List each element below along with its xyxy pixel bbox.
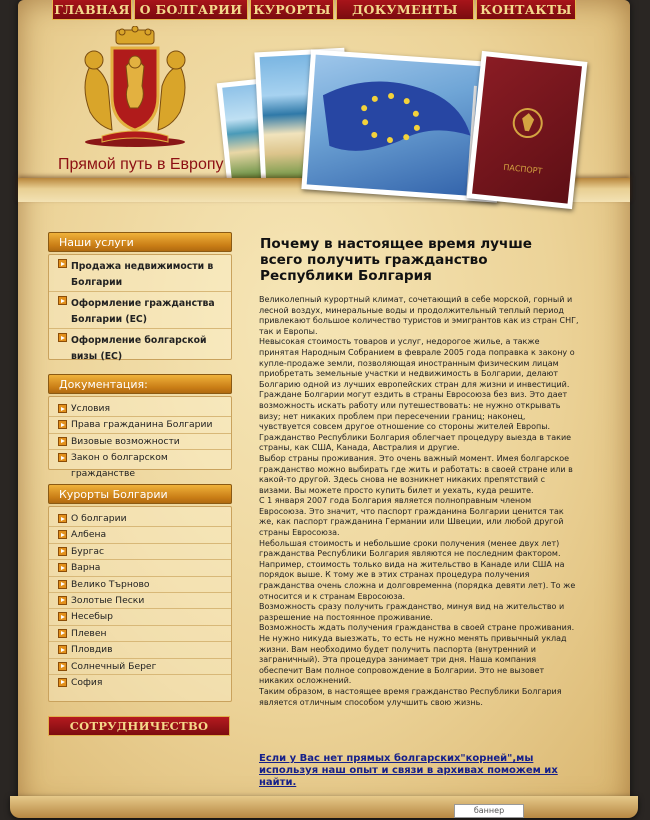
service-visa[interactable] (49, 329, 231, 365)
resort-plovdiv[interactable] (49, 642, 231, 658)
bullet-arrow-icon (58, 530, 67, 539)
resort-veliko-tarnovo[interactable] (49, 577, 231, 593)
article-paragraph: Граждане Болгарии могут ездить в страны Евросоюза без виз. Это дает возможность искать работу или путешествовать: не нужно открывать визу; нет никаких проблем при пересечении границ; наконец, чувствуется совсем другое отношение со стороны жителей Европы. (259, 390, 568, 432)
article-paragraph: Гражданство Республики Болгария облегчает процедуру выезда в такие страны, как США, Канада, Австралия и другие. (259, 432, 572, 453)
bullet-arrow-icon (58, 662, 67, 671)
resort-label: О болгарии (71, 513, 127, 524)
resort-label: Солнечный Берег (71, 660, 157, 672)
resort-label: Велико Търново (71, 578, 150, 590)
doc-visa-options[interactable] (49, 434, 231, 450)
nav-documents[interactable]: ДОКУМЕНТЫ (336, 0, 474, 20)
nav-about-bulgaria[interactable]: О БОЛГАРИИ (134, 0, 248, 20)
resort-label: Несебыр (71, 611, 114, 623)
doc-label: Права гражданина Болгарии (71, 419, 213, 431)
article-paragraph: Возможность ждать получения гражданства в своей стране проживания. Не нужно никуда выезжать, то есть не нужно менять привычный уклад жизни. Вам необходимо будет получить паспорта (внутренний и заграничный). Эта процедура занимает три дня. Наша компания обеспечит Вам полное сопровождение в Болгарии. Это не вызовет никаких осложнений. (259, 623, 575, 686)
doc-citizenship-law[interactable] (49, 450, 231, 480)
services-box-title: Наши услуги (48, 232, 232, 252)
doc-label: Визовые возможности (71, 435, 180, 447)
resort-label: Албена (71, 529, 107, 541)
resorts-menu (48, 506, 232, 702)
bullet-arrow-icon (58, 612, 67, 621)
article-paragraph: Выбор страны проживания. Это очень важный момент. Имея болгарское гражданство можно выбирать где жить и работать: в своей стране или в какой-то другой. Здесь снова не возникнет никаких препятствий с визами. Вы можете просто купить билет и уехать, куда решите. (259, 453, 573, 495)
passport-icon (472, 56, 582, 203)
resort-varna[interactable] (49, 560, 231, 576)
bullet-arrow-icon (58, 678, 67, 687)
service-label: Оформление гражданства Болгарии (ЕС) (71, 298, 215, 325)
top-navigation (52, 0, 594, 20)
service-real-estate[interactable] (49, 255, 231, 292)
bullet-arrow-icon (58, 453, 67, 462)
bullet-arrow-icon (58, 420, 67, 429)
doc-conditions[interactable] (49, 401, 231, 417)
article-paragraph: Небольшая стоимость и небольшие сроки получения (менее двух лет) гражданства Республики Болгария являются не последним фактором. Например, стоимость только вида на жительство в Канаде или США на порядок выше. К тому же в этих странах процедура получения гражданства очень сложна и долговременна (порядка девяти лет). То же относится и к странам Евросоюза. (259, 538, 576, 601)
find-roots-link[interactable]: Если у Вас нет прямых болгарских"корней",мы используя наш опыт и связи в архивах поможем их найти. (259, 753, 558, 788)
article-body (259, 295, 579, 708)
service-label: Продажа недвижимости в Болгарии (71, 261, 214, 288)
article-paragraph: Возможность сразу получить гражданство, минуя вид на жительство и разрешение на постоянное проживание. (259, 602, 565, 622)
doc-citizen-rights[interactable] (49, 417, 231, 433)
resort-label: София (71, 676, 103, 688)
bullet-arrow-icon (58, 645, 67, 654)
nav-home[interactable]: ГЛАВНАЯ (52, 0, 132, 20)
article-paragraph: Таким образом, в настоящее время гражданство Республики Болгария является отличным способом улучшить свою жизнь. (259, 686, 562, 707)
resort-label: Пловдив (71, 644, 113, 656)
cooperation-button[interactable]: СОТРУДНИЧЕСТВО (48, 716, 230, 736)
resort-label: Варна (71, 562, 101, 574)
bullet-arrow-icon (58, 404, 67, 413)
bullet-arrow-icon (58, 580, 67, 589)
nav-resorts[interactable]: КУРОРТЫ (250, 0, 334, 20)
resort-label: Золотые Пески (71, 594, 145, 606)
article-paragraph: С 1 января 2007 года Болгария является полноправным членом Евросоюза. Это значит, что паспорт гражданина Болгарии ценится так же, как паспорт гражданина Германии или Швеции, или любой другой страны Евросоюза. (259, 496, 564, 538)
bullet-arrow-icon (58, 514, 67, 523)
bullet-arrow-icon (58, 547, 67, 556)
article-paragraph: Великолепный курортный климат, сочетающий в себе морской, горный и лесной воздух, минеральные воды и продолжительный теплый период привлекают большое количество туристов и эмигрантов как из стран СНГ, так и Европы. (259, 295, 579, 336)
page-title: Почему в настоящее время лучше всего получить гражданство Республики Болгария (260, 236, 533, 284)
bullet-arrow-icon (58, 563, 67, 572)
resort-golden-sands[interactable] (49, 593, 231, 609)
resort-nessebar[interactable] (49, 609, 231, 625)
resort-label: Бургас (71, 545, 105, 557)
site-slogan: Прямой путь в Европу (58, 156, 224, 173)
passport-caption: ПАСПОРТ (502, 162, 543, 176)
banner-placeholder[interactable]: баннер (454, 804, 524, 818)
resort-about-bulgaria[interactable] (49, 511, 231, 527)
doc-label: Условия (71, 403, 111, 414)
documents-menu (48, 396, 232, 480)
bulgarian-coat-of-arms-icon (72, 26, 198, 148)
resort-burgas[interactable] (49, 544, 231, 560)
bullet-arrow-icon (58, 437, 67, 446)
resort-albena[interactable] (49, 527, 231, 543)
resort-sofia[interactable] (49, 675, 231, 691)
resorts-box-title: Курорты Болгарии (48, 484, 232, 504)
nav-contacts[interactable]: КОНТАКТЫ (476, 0, 576, 20)
scroll-bottom (10, 796, 638, 818)
service-label: Оформление болгарской визы (ЕС) (71, 335, 207, 362)
documents-box-title: Документация: (48, 374, 232, 394)
resort-label: Плевен (71, 627, 107, 639)
bullet-arrow-icon (58, 629, 67, 638)
service-citizenship[interactable] (49, 292, 231, 329)
bullet-arrow-icon (58, 296, 67, 305)
doc-label: Закон о болгарском гражданстве (71, 452, 168, 480)
bullet-arrow-icon (58, 259, 67, 268)
services-menu (48, 254, 232, 360)
passport-photo (467, 51, 588, 209)
bullet-arrow-icon (58, 596, 67, 605)
bullet-arrow-icon (58, 333, 67, 342)
resort-pleven[interactable] (49, 626, 231, 642)
resort-sunny-beach[interactable] (49, 659, 231, 675)
article-paragraph: Невысокая стоимость товаров и услуг, недорогое жилье, а также принятая Народным Собранием в феврале 2005 года поправка к закону о купле-продаже земли, позволяющая иностранным физическим лицам приобретать земельные участки и недвижимость в Болгарии, делают Болгарию одной из лучших европейских стран для жизни и инвестиций. (259, 337, 575, 389)
